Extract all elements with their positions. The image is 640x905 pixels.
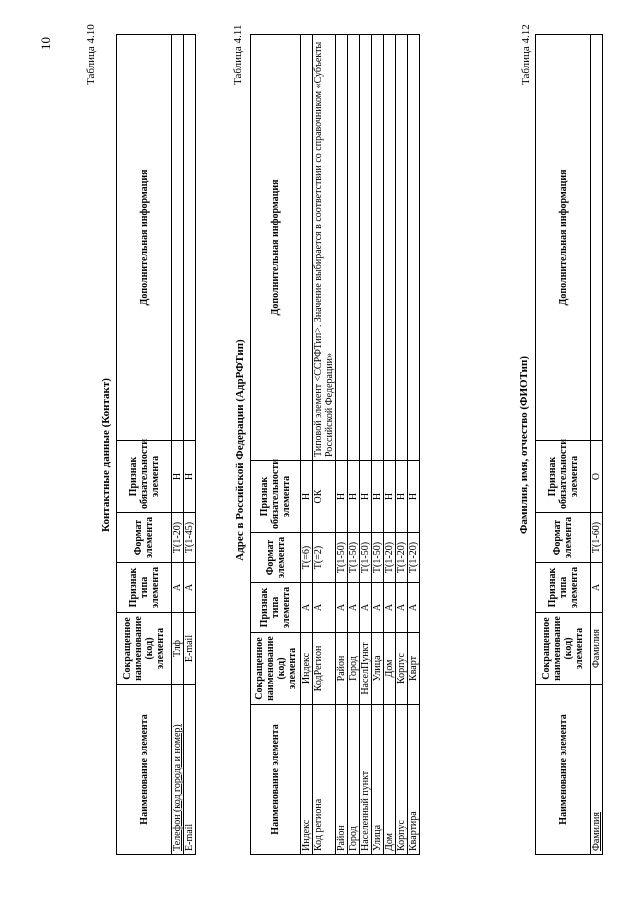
- table-row: [348, 35, 360, 855]
- column-header: Признак типа элемента: [251, 583, 301, 633]
- table-row: [313, 35, 336, 855]
- table-cell: T(1-50): [360, 533, 372, 583]
- table-cell: Н: [184, 441, 196, 513]
- table-row: [408, 35, 420, 855]
- table-cell: [348, 35, 360, 461]
- table-cell: Корпус: [396, 705, 408, 855]
- column-header: Наименование элемента: [117, 685, 172, 855]
- table-row: [372, 35, 384, 855]
- table-row: [591, 35, 603, 855]
- table-cell: Н: [336, 461, 348, 533]
- table-row: [172, 35, 184, 855]
- table-cell: Дом: [384, 705, 396, 855]
- table-cell: [408, 35, 420, 461]
- page-number: 10: [38, 37, 53, 50]
- table-cell: T(1-50): [336, 533, 348, 583]
- table-cell: Фамилия: [591, 613, 603, 685]
- column-header: Наименование элемента: [536, 685, 591, 855]
- table-cell: A: [172, 563, 184, 613]
- column-header: Сокращенное наименование (код) элемента: [536, 613, 591, 685]
- table-cell: [184, 35, 196, 441]
- table-cell: Корпус: [396, 633, 408, 705]
- table-cell: A: [301, 583, 313, 633]
- column-header: Признак типа элемента: [117, 563, 172, 613]
- table-cell: A: [336, 583, 348, 633]
- table-cell: ОК: [313, 461, 336, 533]
- table-cell: [372, 35, 384, 461]
- table-cell: A: [372, 583, 384, 633]
- table-cell: [336, 35, 348, 461]
- table-row: [301, 35, 313, 855]
- table-4-12-title: Фамилия, имя, отчество (ФИОТип): [518, 355, 530, 535]
- table-cell: A: [591, 563, 603, 613]
- table-4-12: [535, 34, 603, 855]
- table-cell: Н: [172, 441, 184, 513]
- table-row: [384, 35, 396, 855]
- table-cell: Типовой элемент <ССРФТип>. Значение выбирается в соответствии со справочником «Субъекты Российской Федерации»: [313, 35, 336, 461]
- table-cell: Улица: [372, 633, 384, 705]
- table-cell: Кварт: [408, 633, 420, 705]
- column-header: Признак обязательности элемента: [536, 441, 591, 513]
- table-cell: A: [313, 583, 336, 633]
- column-header: Дополнительная информация: [117, 35, 172, 441]
- table-cell: Дом: [384, 633, 396, 705]
- column-header: Сокращенное наименование (код) элемента: [251, 633, 301, 705]
- table-cell: E-mail: [184, 685, 196, 855]
- table-cell: Индекс: [301, 705, 313, 855]
- table-cell: КодРегион: [313, 633, 336, 705]
- table-4-10-label: Таблица 4.10: [85, 24, 97, 85]
- table-cell: [360, 35, 372, 461]
- table-4-10: [116, 34, 196, 855]
- table-row: [396, 35, 408, 855]
- table-row: [336, 35, 348, 855]
- column-header: Дополнительная информация: [251, 35, 301, 461]
- table-header-row: [117, 35, 172, 855]
- table-cell: О: [591, 441, 603, 513]
- table-cell: НаселПункт: [360, 633, 372, 705]
- table-cell: T(=6): [301, 533, 313, 583]
- table-4-11-title: Адрес в Российской Федерации (АдрРФТип): [234, 339, 246, 561]
- table-cell: A: [408, 583, 420, 633]
- column-header: Формат элемента: [117, 513, 172, 563]
- table-row: [360, 35, 372, 855]
- table-header-row: [536, 35, 591, 855]
- column-header: Сокращенное наименование (код) элемента: [117, 613, 172, 685]
- table-cell: T(1-60): [591, 513, 603, 563]
- table-cell: Н: [348, 461, 360, 533]
- table-cell: T(1-50): [372, 533, 384, 583]
- table-row: [184, 35, 196, 855]
- table-cell: E-mail: [184, 613, 196, 685]
- table-cell: Улица: [372, 705, 384, 855]
- table-cell: T(1-20): [396, 533, 408, 583]
- column-header: Признак обязательности элемента: [117, 441, 172, 513]
- table-cell: Н: [396, 461, 408, 533]
- table-cell: A: [348, 583, 360, 633]
- table-cell: Н: [384, 461, 396, 533]
- table-cell: T(1-20): [172, 513, 184, 563]
- table-4-10-title: Контактные данные (Контакт): [100, 378, 112, 532]
- table-cell: Квартира: [408, 705, 420, 855]
- table-4-11-label: Таблица 4.11: [232, 24, 244, 85]
- column-header: Дополнительная информация: [536, 35, 591, 441]
- table-cell: Населенный пункт: [360, 705, 372, 855]
- table-cell: Н: [408, 461, 420, 533]
- table-cell: Н: [360, 461, 372, 533]
- table-cell: Телефон (код города и номер): [172, 685, 184, 855]
- column-header: Наименование элемента: [251, 705, 301, 855]
- table-cell: T(1-20): [384, 533, 396, 583]
- table-cell: T(=2): [313, 533, 336, 583]
- table-header-row: [251, 35, 301, 855]
- table-cell: [301, 35, 313, 461]
- table-cell: A: [396, 583, 408, 633]
- table-cell: [591, 35, 603, 441]
- table-cell: T(1-50): [348, 533, 360, 583]
- table-cell: Индекс: [301, 633, 313, 705]
- table-cell: Район: [336, 705, 348, 855]
- table-cell: T(1-45): [184, 513, 196, 563]
- table-cell: [384, 35, 396, 461]
- table-cell: A: [384, 583, 396, 633]
- table-cell: A: [184, 563, 196, 613]
- table-cell: Район: [336, 633, 348, 705]
- table-cell: Город: [348, 705, 360, 855]
- table-cell: A: [360, 583, 372, 633]
- table-4-12-label: Таблица 4.12: [520, 24, 532, 85]
- table-4-11: [250, 34, 420, 855]
- table-cell: Н: [372, 461, 384, 533]
- table-cell: [172, 35, 184, 441]
- table-cell: Код региона: [313, 705, 336, 855]
- table-cell: T(1-20): [408, 533, 420, 583]
- column-header: Формат элемента: [251, 533, 301, 583]
- table-cell: Фамилия: [591, 685, 603, 855]
- table-cell: Город: [348, 633, 360, 705]
- table-cell: Тлф: [172, 613, 184, 685]
- column-header: Формат элемента: [536, 513, 591, 563]
- table-cell: [396, 35, 408, 461]
- column-header: Признак обязательности элемента: [251, 461, 301, 533]
- column-header: Признак типа элемента: [536, 563, 591, 613]
- table-cell: Н: [301, 461, 313, 533]
